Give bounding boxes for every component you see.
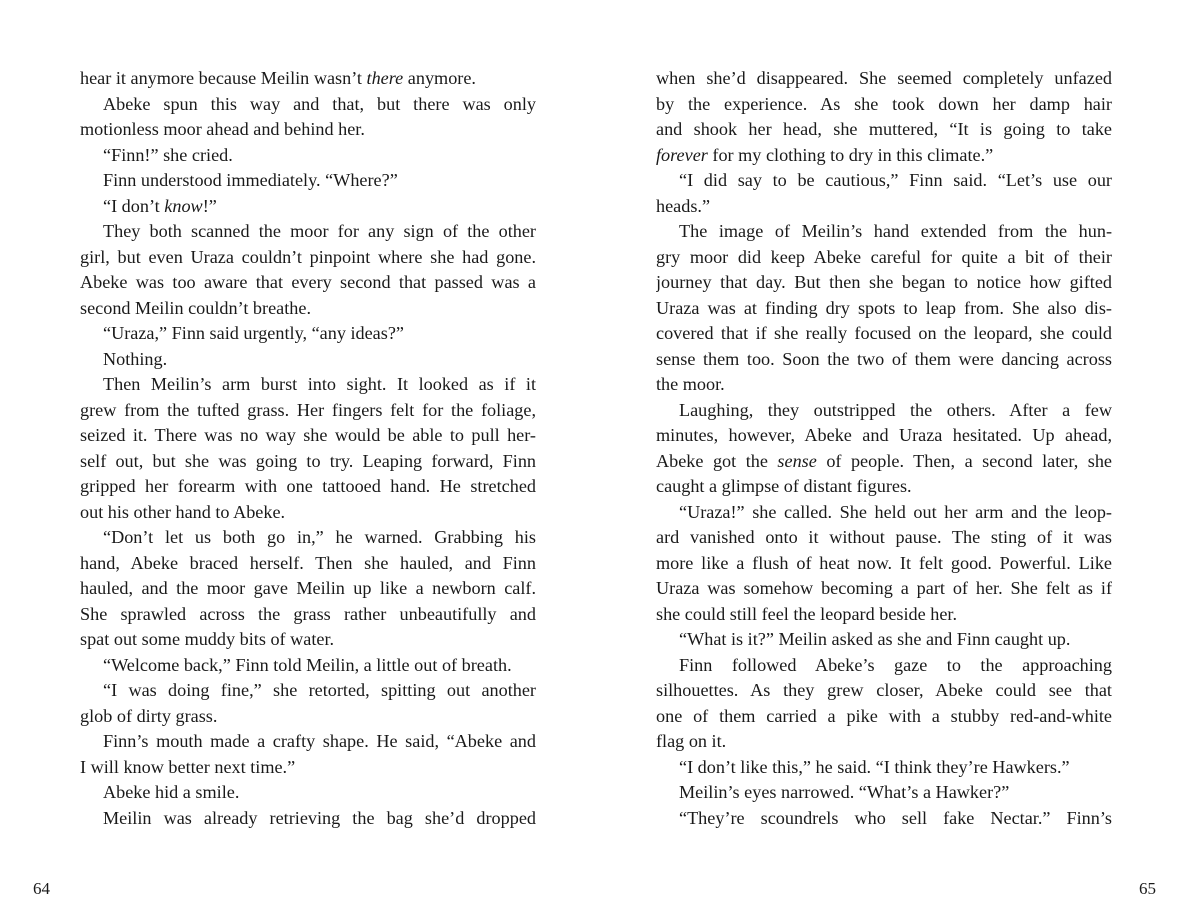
text-line: “Finn!” she cried. [103, 144, 233, 165]
text-line: “I don’t know!” [103, 195, 217, 216]
text-line: Finn’s mouth made a crafty shape. He said, “Abeke and [103, 731, 536, 751]
text-line: “I was doing fine,” she retorted, spitting out another [103, 680, 536, 700]
text-line: gry moor did keep Abeke careful for quite a bit of their [656, 246, 1112, 267]
text-line: one of them carried a pike with a stubby red-and-white [656, 705, 1112, 726]
text-line: “Uraza!” she called. She held out her arm and the leop- [679, 501, 1112, 522]
text-line: the moor. [656, 374, 725, 394]
text-line: She sprawled across the grass rather unbeautifully and [80, 603, 536, 624]
text-line: forever for my clothing to dry in this climate.” [656, 144, 994, 165]
text-line: “They’re scoundrels who sell fake Nectar.” Finn’s [679, 807, 1112, 828]
text-line: more like a flush of heat now. It felt good. Powerful. Like [656, 552, 1112, 573]
text-line: They both scanned the moor for any sign of the other [103, 221, 536, 241]
left-page-number: 64 [33, 879, 50, 898]
text-line: by the experience. As she took down her damp hair [656, 93, 1112, 114]
text-line: “Don’t let us both go in,” he warned. Grabbing his [103, 527, 536, 547]
text-line: glob of dirty grass. [80, 705, 218, 726]
text-line: Laughing, they outstripped the others. After a few [679, 399, 1112, 420]
text-line: covered that if she really focused on the leopard, she could [656, 323, 1112, 343]
text-line: Nothing. [103, 348, 168, 369]
text-line: self out, but she was going to try. Leaping forward, Finn [80, 450, 536, 471]
text-line: Abeke got the sense of people. Then, a second later, she [656, 450, 1112, 471]
text-line: Meilin was already retrieving the bag she’d dropped [103, 807, 536, 828]
text-line: Abeke spun this way and that, but there was only [103, 93, 536, 114]
text-line: motionless moor ahead and behind her. [80, 119, 365, 139]
text-line: silhouettes. As they grew closer, Abeke could see that [656, 680, 1112, 700]
text-line: Finn followed Abeke’s gaze to the approaching [679, 654, 1112, 675]
left-page-text [80, 66, 536, 831]
text-line: out his other hand to Abeke. [80, 501, 286, 522]
text-line: she could still feel the leopard beside her. [656, 603, 958, 624]
text-line: Abeke was too aware that every second that passed was a [80, 272, 536, 292]
text-line: Finn understood immediately. “Where?” [103, 170, 398, 190]
text-line: ard vanished onto it without pause. The sting of it was [656, 527, 1112, 547]
text-line: hauled, and the moor gave Meilin up like a newborn calf. [80, 578, 536, 598]
right-page [600, 0, 1200, 919]
text-line: and shook her head, she muttered, “It is going to take [656, 119, 1112, 139]
text-line: “Uraza,” Finn said urgently, “any ideas?” [103, 323, 404, 343]
text-line: second Meilin couldn’t breathe. [80, 297, 311, 318]
text-line: when she’d disappeared. She seemed completely unfazed [656, 68, 1112, 88]
text-line: The image of Meilin’s hand extended from the hun- [679, 221, 1112, 241]
text-line: girl, but even Uraza couldn’t pinpoint where she had gone. [80, 246, 536, 267]
text-line: Uraza was somehow becoming a part of her. She felt as if [656, 578, 1112, 598]
text-line: Then Meilin’s arm burst into sight. It looked as if it [103, 374, 536, 394]
text-line: Uraza was at finding dry spots to leap from. She also dis- [656, 297, 1112, 318]
text-line: “What is it?” Meilin asked as she and Finn caught up. [679, 629, 1071, 649]
text-line: seized it. There was no way she would be able to pull her- [80, 425, 536, 445]
text-line: minutes, however, Abeke and Uraza hesitated. Up ahead, [656, 425, 1112, 445]
text-line: “Welcome back,” Finn told Meilin, a little out of breath. [103, 654, 512, 675]
right-page-number: 65 [1139, 879, 1156, 898]
text-line: I will know better next time.” [80, 756, 296, 777]
text-line: spat out some muddy bits of water. [80, 629, 335, 649]
text-line: flag on it. [656, 731, 727, 751]
text-line: gripped her forearm with one tattooed hand. He stretched [80, 476, 536, 496]
text-line: hand, Abeke braced herself. Then she hauled, and Finn [80, 552, 536, 573]
text-line: caught a glimpse of distant figures. [656, 476, 912, 496]
text-line: “I don’t like this,” he said. “I think they’re Hawkers.” [679, 756, 1070, 777]
text-line: heads.” [656, 195, 711, 216]
text-line: grew from the tufted grass. Her fingers felt for the foliage, [80, 399, 536, 420]
text-line: Meilin’s eyes narrowed. “What’s a Hawker?” [679, 782, 1010, 802]
text-line: journey that day. But then she began to notice how gifted [656, 272, 1112, 292]
text-line: “I did say to be cautious,” Finn said. “Let’s use our [679, 170, 1112, 190]
text-line: Abeke hid a smile. [103, 782, 240, 802]
text-line: sense them too. Soon the two of them were dancing across [656, 348, 1112, 369]
right-page-text [656, 66, 1112, 831]
text-line: hear it anymore because Meilin wasn’t there anymore. [80, 68, 476, 88]
